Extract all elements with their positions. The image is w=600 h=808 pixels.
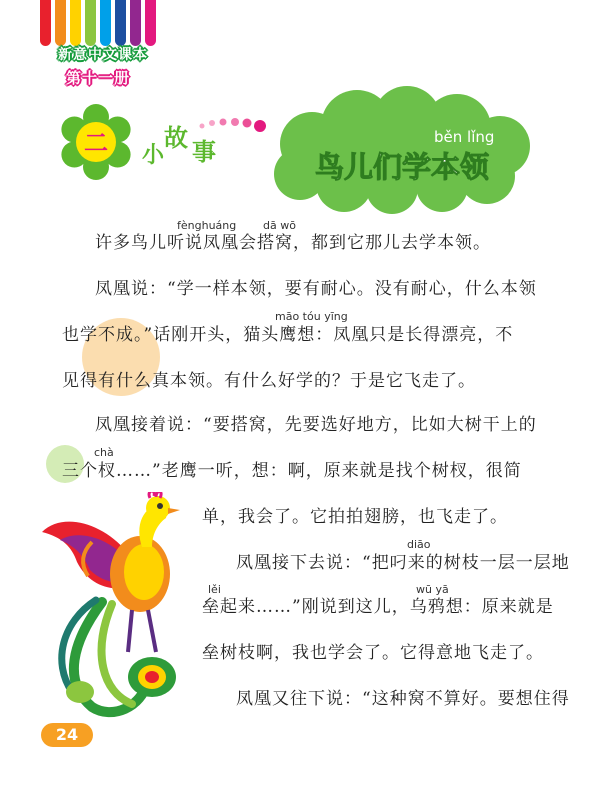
series-title: 新意中文课本 bbox=[58, 47, 148, 63]
section-char-2: 故 bbox=[164, 124, 188, 152]
header-stripe bbox=[40, 0, 51, 46]
body-line-1: 许多鸟儿听说凤凰会搭窝，都到它那儿去学本领。 bbox=[95, 233, 491, 253]
header-stripe bbox=[70, 0, 81, 46]
pinyin-dawo: dā wō bbox=[263, 219, 296, 232]
header-stripe bbox=[130, 0, 141, 46]
body-line-8: 凤凰接下去说：“把叼来的树枝一层一层地 bbox=[236, 553, 570, 573]
body-line-11: 凤凰又往下说：“这种窝不算好。要想住得 bbox=[236, 689, 570, 709]
section-number: 二 bbox=[84, 129, 108, 157]
section-heading bbox=[52, 100, 292, 195]
pinyin-cha: chà bbox=[94, 446, 114, 459]
section-char-3: 事 bbox=[192, 138, 216, 166]
story-title-pinyin: běn lǐng bbox=[434, 128, 495, 146]
header-stripe bbox=[100, 0, 111, 46]
body-line-6: 三个杈……”老鹰一听，想：啊，原来就是找个树杈，很简 bbox=[62, 461, 522, 481]
header-stripe bbox=[85, 0, 96, 46]
story-title: 鸟儿们学本领 bbox=[314, 150, 490, 184]
section-char-1: 小 bbox=[142, 143, 165, 168]
body-line-5: 凤凰接着说：“要搭窝，先要选好地方，比如大树干上的 bbox=[95, 415, 537, 435]
pinyin-lei: lěi bbox=[208, 583, 221, 596]
dots-decoration bbox=[200, 118, 267, 132]
header-stripe bbox=[115, 0, 126, 46]
pinyin-maotouying: māo tóu yīng bbox=[275, 310, 348, 323]
volume-label: 第十一册 bbox=[66, 69, 131, 87]
story-title-cloud bbox=[262, 84, 542, 214]
body-line-4: 见得有什么真本领。有什么好学的？于是它飞走了。 bbox=[62, 371, 476, 391]
header-stripe bbox=[55, 0, 66, 46]
body-line-9: 垒起来……”刚说到这儿，乌鸦想：原来就是 bbox=[202, 597, 554, 617]
body-line-2: 凤凰说：“学一样本领，要有耐心。没有耐心，什么本领 bbox=[95, 279, 537, 299]
page-number: 24 bbox=[41, 723, 93, 747]
body-line-10: 垒树枝啊，我也学会了。它得意地飞走了。 bbox=[202, 643, 544, 663]
body-line-3: 也学不成。”话刚开头，猫头鹰想：凤凰只是长得漂亮，不 bbox=[62, 325, 514, 345]
phoenix-illustration bbox=[32, 492, 210, 720]
header-stripe bbox=[145, 0, 156, 46]
pinyin-diao: diāo bbox=[407, 538, 431, 551]
flower-icon bbox=[61, 104, 130, 180]
pinyin-fenghuang: fènghuáng bbox=[177, 219, 237, 232]
pinyin-wuya: wū yā bbox=[416, 583, 449, 596]
body-line-7: 单，我会了。它拍拍翅膀，也飞走了。 bbox=[202, 507, 508, 527]
